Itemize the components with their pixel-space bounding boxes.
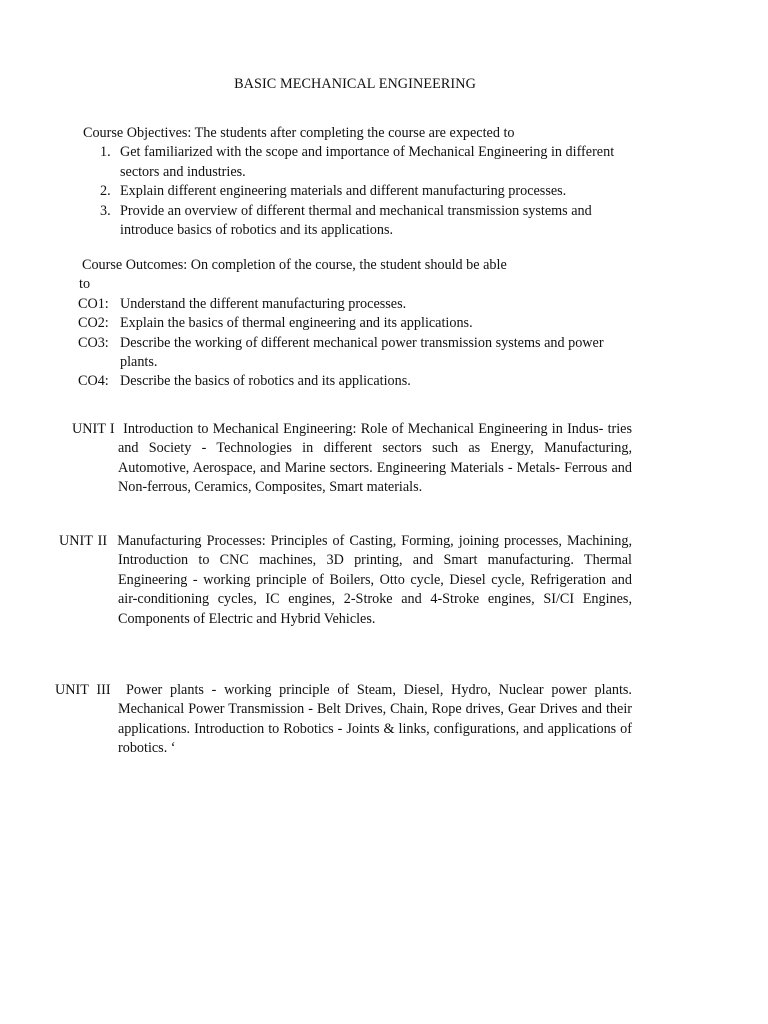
objective-item <box>83 143 643 182</box>
outcome-text: Understand the different manufacturing processes. <box>120 295 407 312</box>
outcome-text: Describe the basics of robotics and its applications. <box>120 373 411 390</box>
outcome-label: CO3: <box>78 334 109 351</box>
objective-number: 3. <box>100 202 111 219</box>
course-objectives-list <box>83 143 643 240</box>
course-outcomes-section <box>78 256 638 392</box>
objective-number: 1. <box>100 144 111 161</box>
outcome-label: CO4: <box>78 373 109 390</box>
document-title: BASIC MECHANICAL ENGINEERING <box>234 76 476 92</box>
unit-section-3 <box>55 681 632 759</box>
course-outcomes-lead: Course Outcomes: On completion of the course, the student should be able <box>82 257 507 273</box>
outcome-text: Explain the basics of thermal engineering and its applications. <box>120 315 473 332</box>
outcome-label: CO2: <box>78 315 109 332</box>
unit-section-2 <box>55 532 632 629</box>
course-outcomes-lead-continued: to <box>79 276 91 293</box>
unit-paragraph <box>55 420 632 498</box>
unit-paragraph <box>55 532 632 629</box>
objective-item <box>83 202 643 241</box>
objective-text: Get familiarized with the scope and importance of Mechanical Engineering in different sectors and industries. <box>120 144 615 180</box>
unit-text: Power plants - working principle of Steam, Diesel, Hydro, Nuclear power plants. Mechanical Power Transmission - Belt Drives, Chain, Rope drives, Gear Drives and their applications. Introduction to Robotics - Joints & links, configurations, and applications of robotics. ‘ <box>118 682 632 757</box>
objective-text: Explain different engineering materials and different manufacturing processes. <box>120 183 567 200</box>
unit-paragraph <box>55 681 632 759</box>
unit-label: UNIT II <box>59 533 108 549</box>
outcome-item <box>78 372 638 391</box>
objective-text: Provide an overview of different thermal and mechanical transmission systems and introduce basics of robotics and its applications. <box>120 202 592 239</box>
objective-item <box>83 182 643 201</box>
outcome-label: CO1: <box>78 295 109 312</box>
outcome-item <box>78 295 638 314</box>
course-objectives-section <box>83 124 643 240</box>
unit-section-1 <box>55 420 632 498</box>
unit-text: Introduction to Mechanical Engineering: Role of Mechanical Engineering in Indus- tries and Society - Technologies in different sectors such as Energy, Manufacturing, Automotive, Aerospace, and Marine sectors. Engineering Materials - Metals- Ferrous and Non-ferrous, Ceramics, Composites, Smart materials. <box>118 421 633 496</box>
outcome-item <box>78 314 638 333</box>
unit-label: UNIT I <box>72 421 115 437</box>
unit-text: Manufacturing Processes: Principles of Casting, Forming, joining processes, Machining, Introduction to CNC machines, 3D printing, and Smart manufacturing. Thermal Engineering - working principle of Boilers, Otto cycle, Diesel cycle, Refrigeration and air-conditioning cycles, IC engines, 2-Stroke and 4-Stroke engines, SI/CI Engines, Components of Electric and Hybrid Vehicles. <box>117 533 632 627</box>
outcome-item <box>78 334 638 373</box>
unit-label: UNIT III <box>55 682 111 698</box>
outcome-text: Describe the working of different mechanical power transmission systems and power plants. <box>120 334 604 371</box>
course-objectives-lead: Course Objectives: The students after completing the course are expected to <box>83 125 515 141</box>
objective-number: 2. <box>100 183 111 200</box>
